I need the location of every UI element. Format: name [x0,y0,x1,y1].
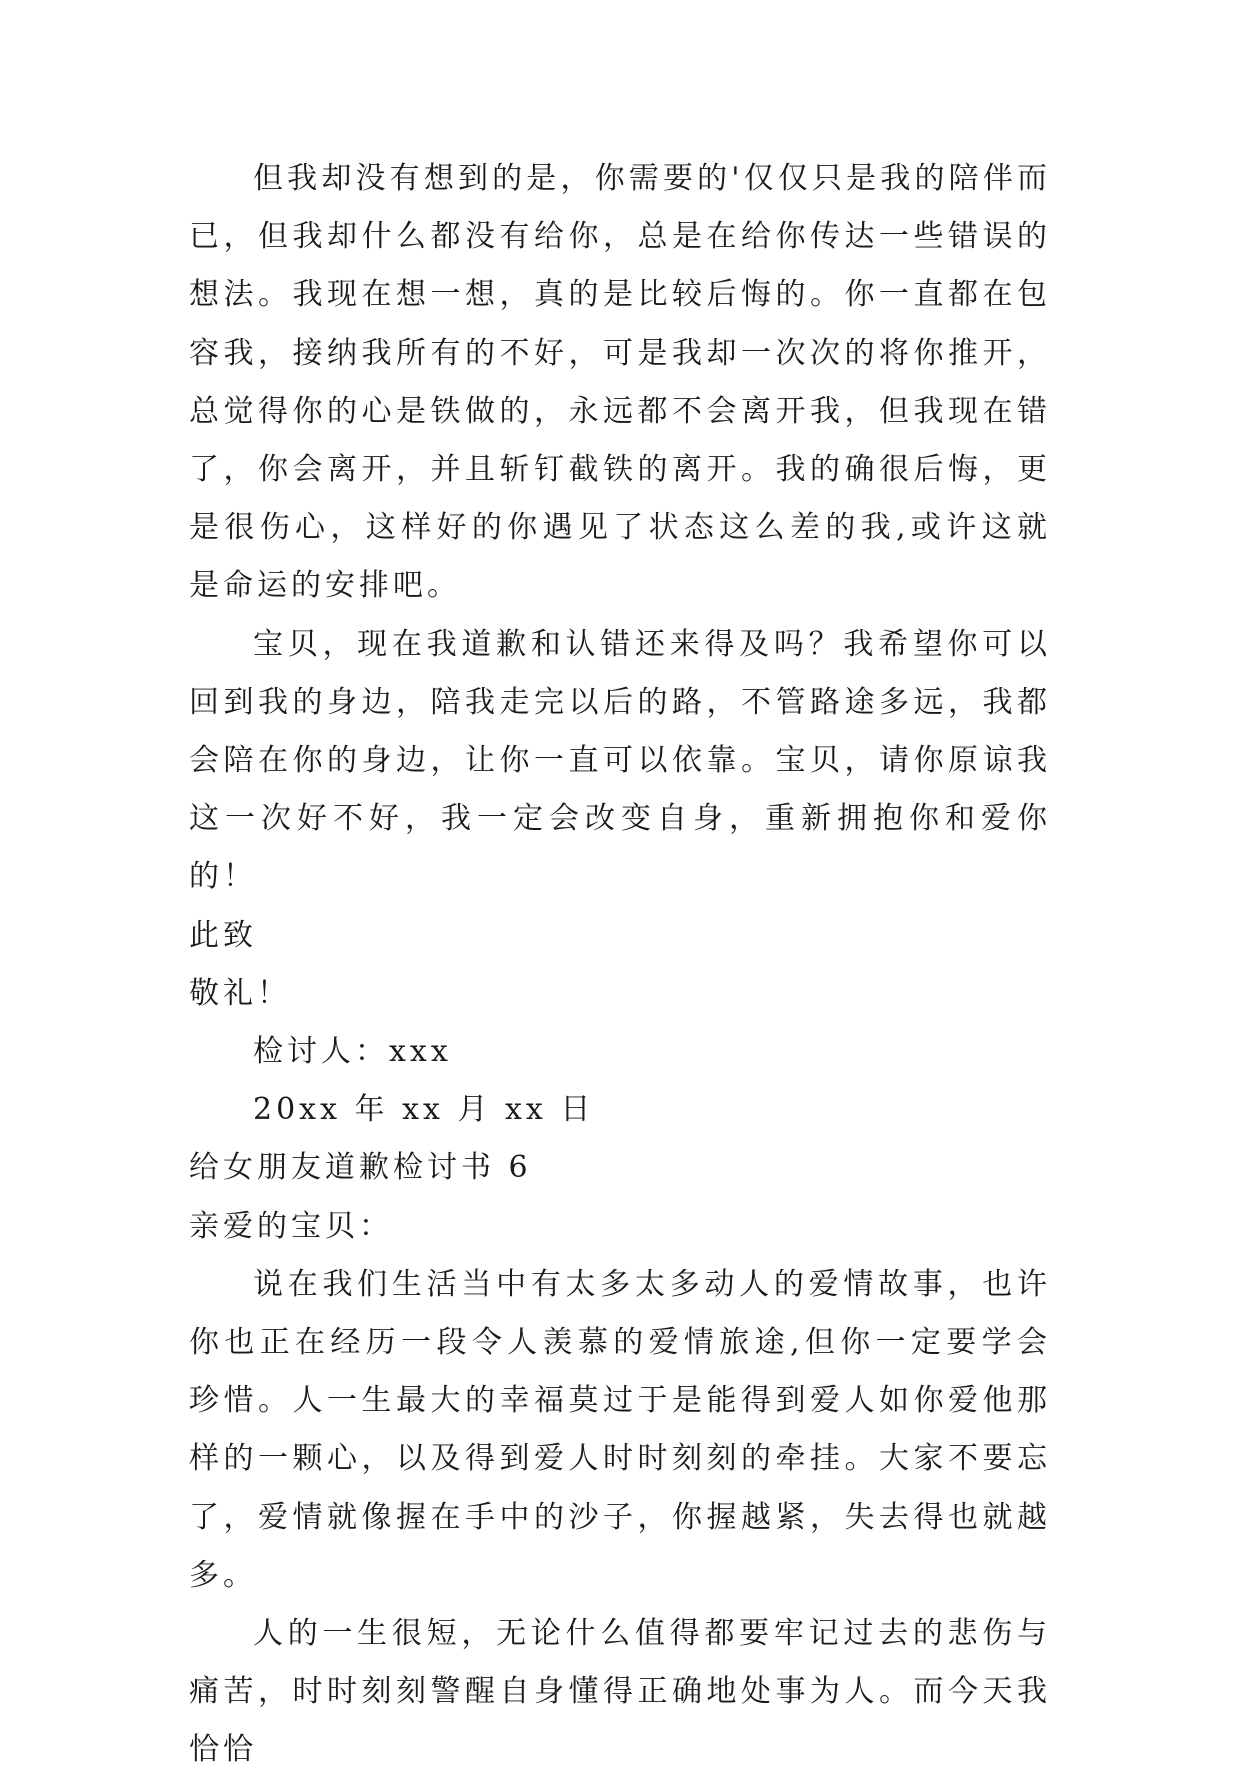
paragraph-life-short: 人的一生很短，无论什么值得都要牢记过去的悲伤与痛苦，时时刻刻警醒自身懂得正确地处事为人。而今天我恰恰 [189,1616,1051,1768]
greeting-text: 亲爱的宝贝： [189,1208,393,1244]
paragraph-regret: 但我却没有想到的是，你需要的'仅仅只是我的陪伴而已，但我却什么都没有给你，总是在给你传达一些错误的想法。我现在想一想，真的是比较后悔的。你一直都在包容我，接纳我所有的不好，可是我却一次次的将你推开，总觉得你的心是铁做的，永远都不会离开我，但我现在错了，你会离开，并且斩钉截铁的离开。我的确很后悔，更是很伤心，这样好的你遇见了状态这么差的我,或许这就是命运的安排吧。 [189,161,1051,604]
paragraph-apology: 宝贝，现在我道歉和认错还来得及吗？我希望你可以回到我的身边，陪我走完以后的路，不管路途多远，我都会陪在你的身边，让你一直可以依靠。宝贝，请你原谅我这一次好不好，我一定会改变自身，重新拥抱你和爱你的！ [189,626,1051,895]
date-text: 20xx 年 xx 月 xx 日 [253,1092,595,1128]
section-title: 给女朋友道歉检讨书 6 [189,1150,532,1186]
paragraph-love-stories: 说在我们生活当中有太多太多动人的爱情故事，也许你也正在经历一段令人羡慕的爱情旅途,但你一定要学会珍惜。人一生最大的幸福莫过于是能得到爱人如你爱他那样的一颗心，以及得到爱人时时刻刻的牵挂。大家不要忘了，爱情就像握在手中的沙子，你握越紧，失去得也就越多。 [189,1266,1051,1593]
signer-text: 检讨人：xxx [253,1034,452,1070]
closing-text: 此致 [189,917,257,953]
document-body [189,150,1051,1780]
salute-text: 敬礼！ [189,975,291,1011]
